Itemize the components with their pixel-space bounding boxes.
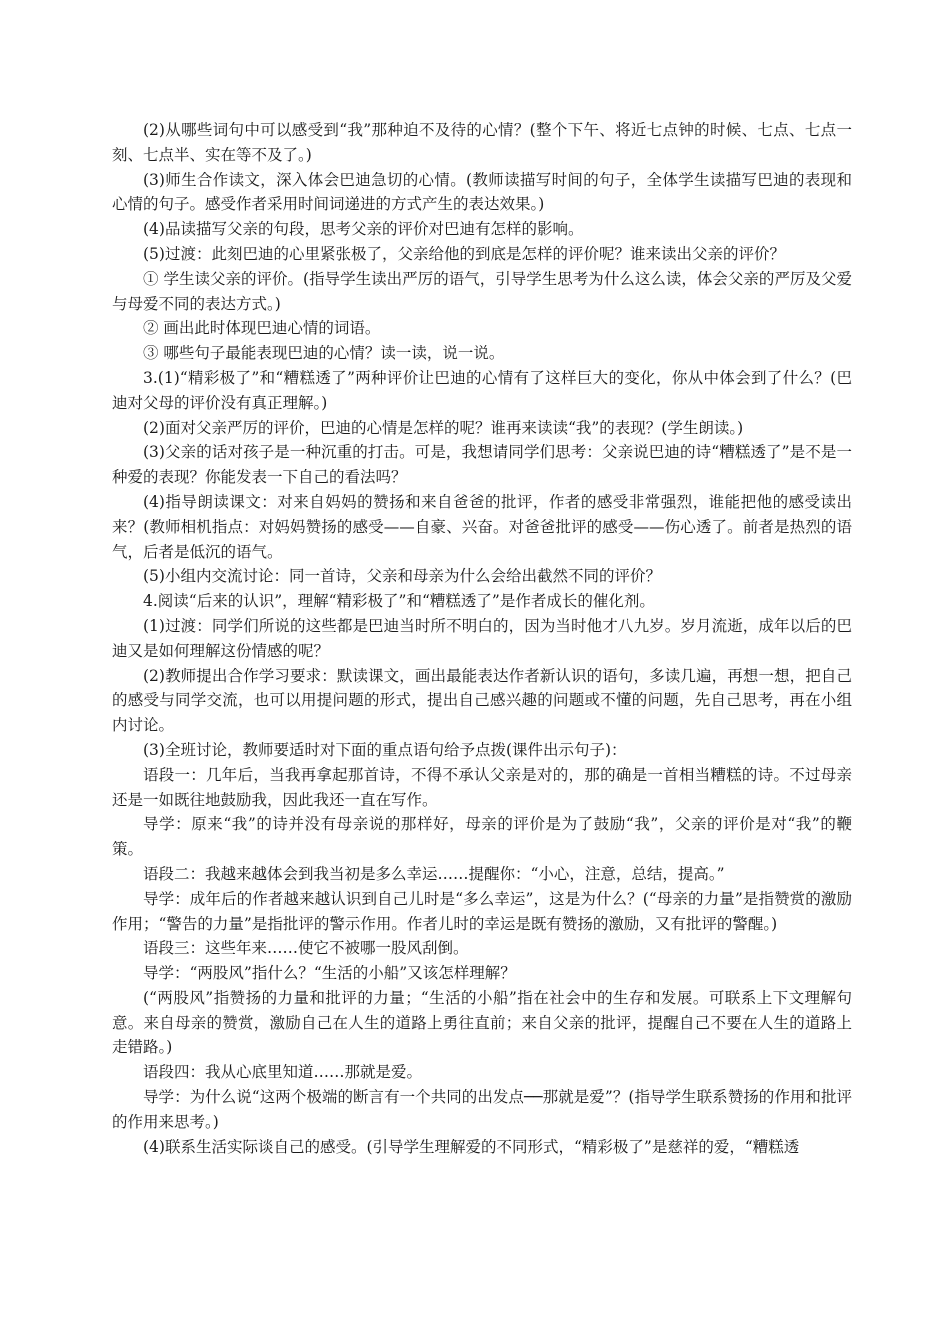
paragraph: (3)父亲的话对孩子是一种沉重的打击。可是，我想请同学们思考：父亲说巴迪的诗“糟糕透了”是不是一种爱的表现？你能发表一下自己的看法吗？ <box>112 443 852 487</box>
paragraph: (2)教师提出合作学习要求：默读课文，画出最能表达作者新认识的语句，多读几遍，再想一想，把自己的感受与同学交流，也可以用提问题的形式，提出自己感兴趣的问题或不懂的问题，先自己思考，再在小组内讨论。 <box>112 666 852 735</box>
paragraph: ③ 哪些句子最能表现巴迪的心情？读一读，说一说。 <box>143 344 505 363</box>
paragraph: 导学：原来“我”的诗并没有母亲说的那样好，母亲的评价是为了鼓励“我”，父亲的评价是对“我”的鞭策。 <box>112 815 852 859</box>
paragraph: 4.阅读“后来的认识”，理解“精彩极了”和“糟糕透了”是作者成长的催化剂。 <box>143 592 655 611</box>
paragraph: 语段三：这些年来……使它不被哪一股风刮倒。 <box>143 939 469 958</box>
paragraph: (2)从哪些词句中可以感受到“我”那种迫不及待的心情？(整个下午、将近七点钟的时候、七点、七点一刻、七点半、实在等不及了。) <box>112 121 852 164</box>
document-body <box>112 118 852 1159</box>
paragraph: (2)面对父亲严厉的评价，巴迪的心情是怎样的呢？谁再来读读“我”的表现？(学生朗读。) <box>143 418 744 437</box>
paragraph: (4)指导朗读课文：对来自妈妈的赞扬和来自爸爸的批评，作者的感受非常强烈，谁能把他的感受读出来？(教师相机指点：对妈妈赞扬的感受——自豪、兴奋。对爸爸批评的感受——伤心透了。前者是热烈的语气，后者是低沉的语气。 <box>112 492 852 561</box>
paragraph: (3)师生合作读文，深入体会巴迪急切的心情。(教师读描写时间的句子，全体学生读描写巴迪的表现和心情的句子。感受作者采用时间词递进的方式产生的表达效果。) <box>112 170 852 214</box>
paragraph: (4)品读描写父亲的句段，思考父亲的评价对巴迪有怎样的影响。 <box>143 220 584 239</box>
paragraph: 语段四：我从心底里知道……那就是爱。 <box>143 1063 423 1082</box>
paragraph: 语段二：我越来越体会到我当初是多么幸运……提醒你：“小心，注意，总结，提高。” <box>143 864 725 883</box>
paragraph: (4)联系生活实际谈自己的感受。(引导学生理解爱的不同形式，“精彩极了”是慈祥的爱，“糟糕透 <box>143 1137 800 1156</box>
paragraph: (5)小组内交流讨论：同一首诗，父亲和母亲为什么会给出截然不同的评价？ <box>143 567 661 586</box>
paragraph: (1)过渡：同学们所说的这些都是巴迪当时所不明白的，因为当时他才八九岁。岁月流逝，成年以后的巴迪又是如何理解这份情感的呢？ <box>112 616 852 660</box>
paragraph: 导学：为什么说“这两个极端的断言有一个共同的出发点──那就是爱”？(指导学生联系赞扬的作用和批评的作用来思考。) <box>112 1088 852 1131</box>
paragraph: 导学：成年后的作者越来越认识到自己儿时是“多么幸运”，这是为什么？(“母亲的力量”是指赞赏的激励作用；“警告的力量”是指批评的警示作用。作者儿时的幸运是既有赞扬的激励，又有批评的警醒。) <box>112 889 852 933</box>
paragraph: ① 学生读父亲的评价。(指导学生读出严厉的语气，引导学生思考为什么这么读，体会父亲的严厉及父爱与母爱不同的表达方式。) <box>112 269 852 313</box>
paragraph: (3)全班讨论，教师要适时对下面的重点语句给予点拨(课件出示句子)： <box>143 740 627 759</box>
paragraph: 导学：“两股风”指什么？“生活的小船”又该怎样理解？ <box>143 964 516 983</box>
paragraph: (5)过渡：此刻巴迪的心里紧张极了，父亲给他的到底是怎样的评价呢？谁来读出父亲的评价？ <box>143 244 785 263</box>
paragraph: 3.(1)“精彩极了”和“糟糕透了”两种评价让巴迪的心情有了这样巨大的变化，你从中体会到了什么？(巴迪对父母的评价没有真正理解。) <box>112 368 852 412</box>
paragraph: (“两股风”指赞扬的力量和批评的力量；“生活的小船”指在社会中的生存和发展。可联系上下文理解句意。来自母亲的赞赏，激励自己在人生的道路上勇往直前；来自父亲的批评，提醒自己不要在人生的道路上走错路。) <box>112 988 852 1057</box>
paragraph: 语段一：几年后，当我再拿起那首诗，不得不承认父亲是对的，那的确是一首相当糟糕的诗。不过母亲还是一如既往地鼓励我，因此我还一直在写作。 <box>112 765 852 809</box>
paragraph: ② 画出此时体现巴迪心情的词语。 <box>143 319 381 338</box>
